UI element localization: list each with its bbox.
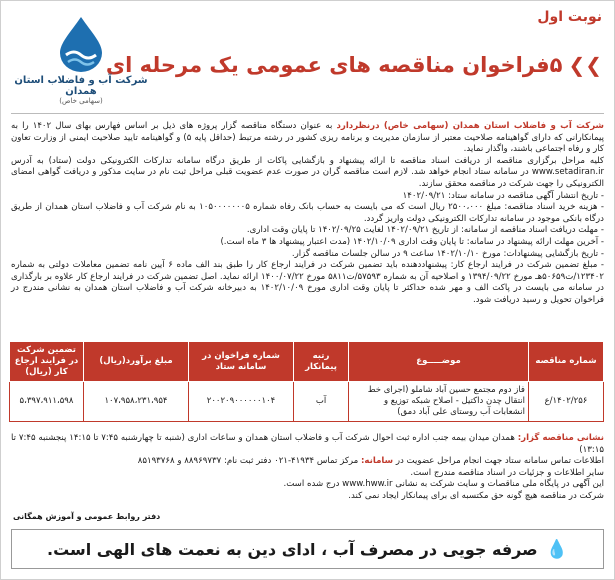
address-label: نشانی مناقصه گزار: bbox=[517, 433, 605, 443]
col-contractor-rank: رتبه پیمانکار bbox=[294, 342, 349, 382]
tender-number-cell: ۱۴۰۲/۲۵۶/ع bbox=[529, 382, 604, 422]
notice-footer-text bbox=[11, 433, 604, 503]
document-fee-item: - هزینه خرید اسناد مناقصه: مبلغ ۲۵۰۰،۰۰۰ ریال است که می بایست به حساب بانک رفاه شماره ۱۰۵۰۰۰۰۰۰۰۵ به نام شرکت آب و فاضلاب استان همدان از طریق درگاه بانکی موجود در سامانه تدارکات الکترونیکی دولت واریز گردد. bbox=[11, 202, 604, 224]
publish-date-item: - تاریخ انتشار آگهی مناقصه در سامانه ستاد: ۱۴۰۲/۰۹/۲۱ bbox=[402, 190, 604, 201]
col-guarantee: تضمین شرکت در فرایند ارجاع کار (ریال) bbox=[10, 342, 84, 382]
notice-headline bbox=[106, 53, 602, 77]
opening-date-item: - تاریخ بازگشایی پیشنهادات: مورخ ۱۴۰۲/۱۰/۱۰ ساعت ۹ در سالن جلسات مناقصه گزار. bbox=[291, 248, 604, 259]
document-deadline-item: - مهلت دریافت اسناد مناقصه از سامانه: از تاریخ ۱۴۰۲/۰۹/۲۱ لغایت ۱۴۰۲/۰۹/۲۵ تا پایان وقت اداری. bbox=[246, 225, 604, 236]
col-estimate: مبلغ برآورد(ریال) bbox=[84, 342, 189, 382]
company-logo bbox=[11, 15, 151, 111]
guarantee-item: - مبلغ تضمین شرکت در فرایند ارجاع کار: پیشنهاددهنده باید تضمین شرکت در فرایند ارجاع کار را طبق بند الف ماده ۶ آیین نامه تضمین معاملات دولتی به شماره ۱۲۳۴۰۲/ت۵۰۶۵۹هـ مورخ ۱۳۹۴/۰۹/۲۲ و اصلاحیه آن به شماره ۵۷۵۹۳/ت۵۸۱۱ مورخ ۱۴۰۰/۰۷/۲۲ ارائه نماید. اصل تضمین شرکت در فرایند ارجاع کار علاوه بر بارگذاری در سامانه می بایست در پاکت الف و مهر شده حداکثر تا پایان وقت اداری مورخ ۱۴۰۲/۱۰/۰۹ به دبیرخانه شرکت آب و فاضلاب استان همدان به نشانی مندرج در فراخوان تحویل و رسید دریافت شود. bbox=[11, 260, 605, 305]
divider bbox=[11, 113, 604, 114]
contact-highlight: سامانه: bbox=[361, 456, 394, 467]
col-tender-number: شماره مناقصه bbox=[529, 342, 604, 382]
intro-paragraph bbox=[11, 121, 604, 156]
chevron-icon: ❯❯ bbox=[568, 53, 602, 77]
table-row bbox=[10, 382, 604, 422]
water-saving-banner bbox=[11, 529, 604, 569]
notice-body bbox=[11, 121, 604, 307]
no-rights-line: شرکت در مناقصه هیچ گونه حق مکتسبه ای برای پیمانکار ایجاد نمی کند. bbox=[348, 490, 604, 501]
address-text: همدان میدان بیمه جنب اداره ثبت احوال شرکت آب و فاضلاب استان همدان و ساعات اداری (شنبه تا چهارشنبه ۷:۴۵ تا ۱۴:۱۵ پنجشنبه ۷:۴۵ تا ۱۳:۱۵) bbox=[11, 433, 604, 455]
contact-prefix: اطلاعات تماس سامانه ستاد جهت انجام مراحل عضویت در bbox=[395, 456, 604, 467]
col-subject: موضـــــوع bbox=[349, 342, 529, 382]
water-drop-icon: 💧 bbox=[545, 538, 569, 560]
company-name: شرکت آب و فاضلاب استان همدان bbox=[14, 75, 148, 97]
col-setad-number: شماره فراخوان در سامانه ستاد bbox=[189, 342, 294, 382]
notice-round: نوبت اول bbox=[537, 9, 602, 25]
guarantee-cell: ۵،۳۹۷،۹۱۱،۵۹۸ bbox=[10, 382, 84, 422]
intro-lead: شرکت آب و فاضلاب استان همدان (سهامی خاص) درنظردارد bbox=[336, 121, 604, 131]
intro-text: به عنوان دستگاه مناقصه گزار پروژه های ذیل بر اساس فهارس بهای سال ۱۴۰۲ را به پیمانکارانی که دارای گواهینامه صلاحیت معتبر از سازمان مدیریت و برنامه ریزی کشور در رشته مرتبط (حداقل پایه ۵) و گواهینامه تایید صلاحیت ایمنی از وزارت تعاون کار و رفاه اجتماعی باشند، واگذار نماید. bbox=[11, 121, 604, 155]
water-drop-logo-icon bbox=[50, 15, 112, 73]
submission-deadline-item: - آخرین مهلت ارائه پیشنهاد در سامانه: تا پایان وقت اداری ۱۴۰۲/۱۰/۰۹ (مدت اعتبار پیشنهاد ها ۳ ماه است.) bbox=[220, 236, 604, 247]
public-relations-credit: دفتر روابط عمومی و آموزش همگانی bbox=[13, 512, 161, 521]
address-line bbox=[11, 433, 604, 456]
more-info-line: سایر اطلاعات و جزئیات در اسناد مناقصه مندرج است. bbox=[410, 467, 604, 478]
tender-table bbox=[9, 341, 604, 422]
headline-text: ۵فراخوان مناقصه های عمومی یک مرحله ای bbox=[105, 53, 563, 77]
subject-cell: فاز دوم مجتمع حسین آباد شاملو (اجرای خط انتقال چدن داکتیل - اصلاح شبکه توزیع و انشعابات آب روستای علی آباد دمق) bbox=[349, 382, 529, 422]
etender-paragraph: کلیه مراحل برگزاری مناقصه از دریافت اسناد مناقصه تا ارائه پیشنهاد و بازگشایی پاکات از طریق درگاه سامانه تدارکات الکترونیکی دولت (ستاد) به آدرس www.setadiran.ir در سامانه ستاد انجام خواهد شد. لازم است مناقصه گران در صورت عدم عضویت قبلی مراحل ثبت نام در سایت مذکور و دریافت گواهی امضای الکترونیکی را جهت شرکت در مناقصه محقق سازند. bbox=[11, 155, 604, 189]
contact-line bbox=[11, 456, 604, 468]
setad-number-cell: ۲۰۰۲۰۹۰۰۰۰۰۰۱۰۴ bbox=[189, 382, 294, 422]
contact-text: مرکز تماس ۴۱۹۳۴-۰۲۱ دفتر ثبت نام: ۸۸۹۶۹۷۳۷ و ۸۵۱۹۳۷۶۸ bbox=[137, 456, 359, 467]
company-type: (سهامی خاص) bbox=[59, 97, 103, 105]
rank-cell: آب bbox=[294, 382, 349, 422]
table-header-row bbox=[10, 342, 604, 382]
website-line: این آگهی در پایگاه ملی مناقصات و سایت شرکت به نشانی www.hww.ir درج شده است. bbox=[283, 479, 604, 490]
banner-text: صرفه جویی در مصرف آب ، ادای دین به نعمت های الهی است. bbox=[47, 539, 538, 559]
estimate-cell: ۱۰۷،۹۵۸،۲۳۱،۹۵۴ bbox=[84, 382, 189, 422]
